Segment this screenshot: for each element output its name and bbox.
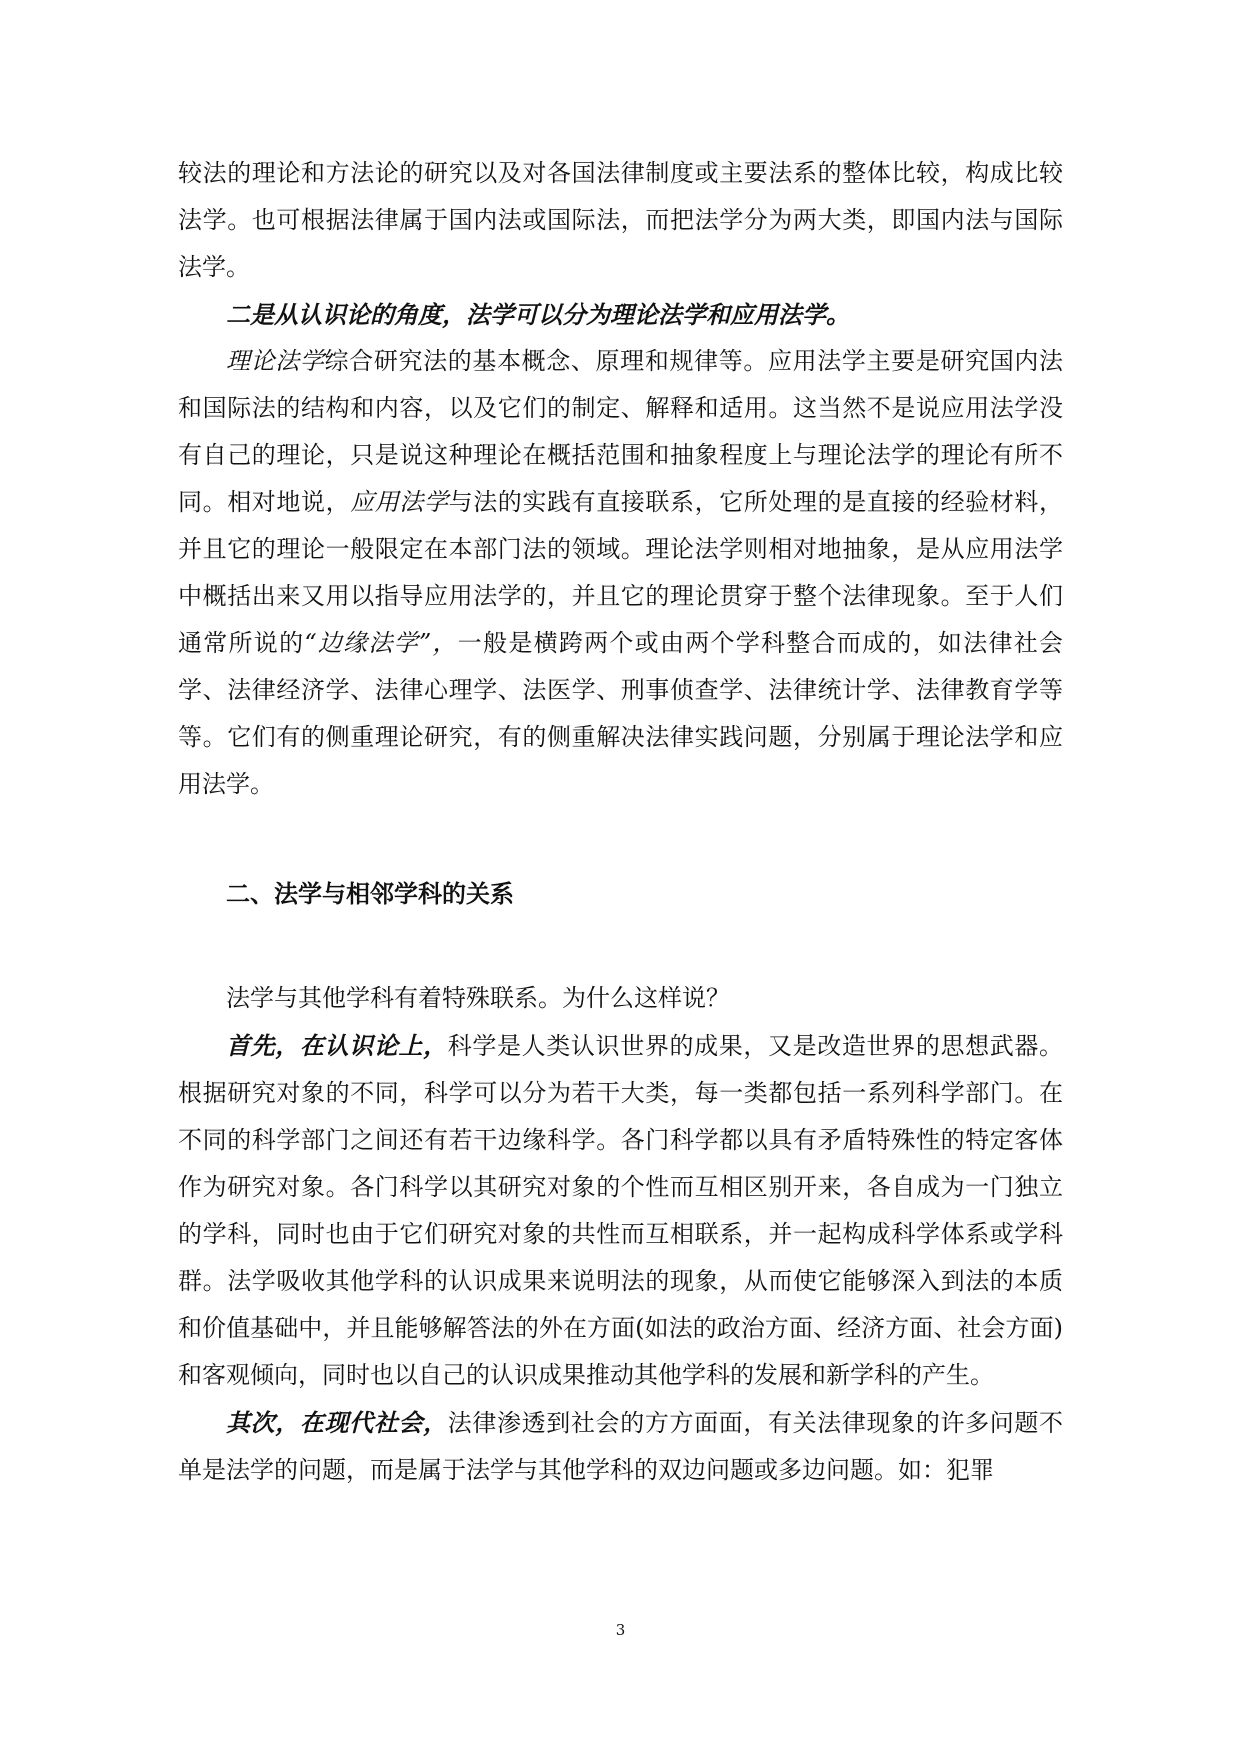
paragraph-theoretical-applied-law [178,338,1063,808]
text-segment: 一般是横跨两个或由两个学科整合而成的，如法律社会学、法律经济学、法律心理学、法医学、刑事侦查学、法律统计学、法律教育学等等。它们有的侧重理论研究，有的侧重解决法律实践问题，分别属于理论法学和应用法学。 [178,629,1064,798]
paragraph-epistemology-heading: 二是从认识论的角度，法学可以分为理论法学和应用法学。 [226,300,850,329]
paragraph-secondly [178,1399,1063,1494]
term-applied-law: 应用法学 [350,488,449,516]
section-heading: 二、法学与相邻学科的关系 [226,879,514,908]
text-segment: 法律渗透到社会的方方面面，有关法律现象的许多问题不单是法学的问题，而是属于法学与其他学科的双边问题或多边问题。如：犯罪 [178,1409,1064,1484]
text-segment: 科学是人类认识世界的成果，又是改造世界的思想武器。根据研究对象的不同，科学可以分为若干大类，每一类都包括一系列科学部门。在不同的科学部门之间还有若干边缘科学。各门科学都以具有矛盾特殊性的特定客体作为研究对象。各门科学以其研究对象的个性而互相区别开来，各自成为一门独立的学科，同时也由于它们研究对象的共性而互相联系，并一起构成科学体系或学科群。法学吸收其他学科的认识成果来说明法的现象，从而使它能够深入到法的本质和价值基础中，并且能够解答法的外在方面(如法的政治方面、经济方面、社会方面)和客观倾向，同时也以自己的认识成果推动其他学科的发展和新学科的产生。 [178,1032,1064,1389]
term-marginal-law: “边缘法学”， [304,629,458,657]
text-segment: 综合研究法的基本概念、原理和规律等。应用法学主要是研究国内法和国际法的结构和内容，以及它们的制定、解释和适用。这当然不是说应用法学没有自己的理论，只是说这种理论在概括范围和抽象程度上与理论法学的理论有所不同。相对地说， [178,347,1063,516]
lead-phrase-firstly: 首先，在认识论上， [226,1031,448,1060]
paragraph-comparative-law: 较法的理论和方法论的研究以及对各国法律制度或主要法系的整体比较，构成比较法学。也可根据法律属于国内法或国际法，而把法学分为两大类，即国内法与国际法学。 [178,159,1063,281]
lead-phrase-secondly: 其次，在现代社会， [226,1408,448,1437]
paragraph-intro-question: 法学与其他学科有着特殊联系。为什么这样说？ [226,984,730,1012]
text-segment: 与法的实践有直接联系，它所处理的是直接的经验材料，并且它的理论一般限定在本部门法的领域。理论法学则相对地抽象，是从应用法学中概括出来又用以指导应用法学的，并且它的理论贯穿于整个法律现象。至于人们通常所说的 [178,488,1064,657]
page-number: 3 [615,1621,626,1639]
paragraph-firstly [178,1022,1063,1399]
document-body [178,150,1063,1494]
term-theoretical-law: 理论法学 [226,347,325,375]
